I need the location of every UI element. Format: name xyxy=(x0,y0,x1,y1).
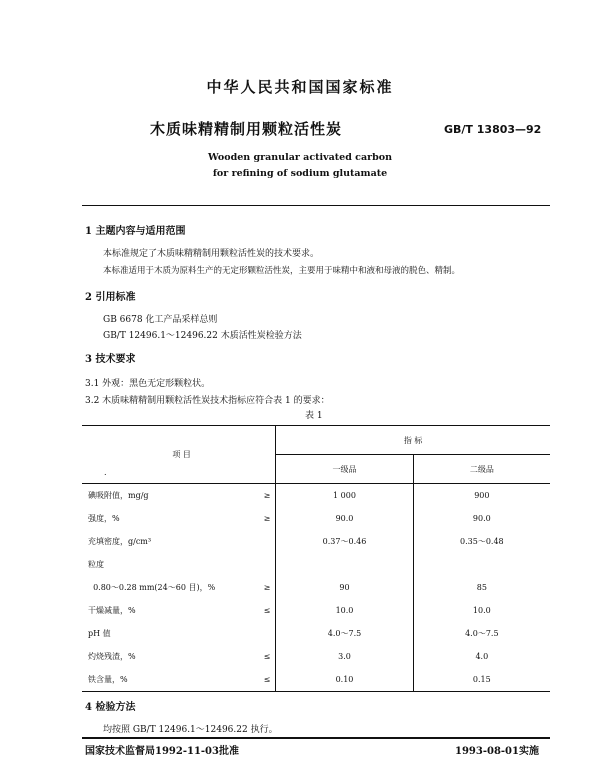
row-grade-1 xyxy=(276,553,413,576)
row-item: 铁含量，% xyxy=(82,668,259,692)
row-symbol: ≤ xyxy=(259,668,276,692)
row-symbol: ≥ xyxy=(263,583,271,592)
approval-statement: 国家技术监督局1992-11-03批准 xyxy=(85,746,239,757)
row-grade-1: 90 xyxy=(276,576,413,599)
english-title-line2: for refining of sodium glutamate xyxy=(212,168,388,179)
row-grade-2: 4.0～7.5 xyxy=(413,622,550,645)
table-row xyxy=(82,576,550,599)
row-symbol xyxy=(259,530,276,553)
header-index: 指 标 xyxy=(276,426,550,455)
row-symbol xyxy=(259,622,276,645)
table-row xyxy=(82,645,550,668)
row-item: 粒度 xyxy=(88,560,104,569)
row-grade-2: 10.0 xyxy=(413,599,550,622)
table-row xyxy=(82,553,550,576)
header-grade-2: 二级品 xyxy=(413,455,550,484)
section-4-heading: 4 检验方法 xyxy=(85,702,136,713)
section-3-item-2: 3.2 木质味精精制用颗粒活性炭技术指标应符合表 1 的要求： xyxy=(85,396,330,406)
table-row xyxy=(82,622,550,645)
table-row xyxy=(82,668,550,692)
row-item: 灼烧残渣，% xyxy=(88,652,136,661)
section-4-paragraph: 均按照 GB/T 12496.1～12496.22 执行。 xyxy=(103,725,278,735)
header-divider xyxy=(82,205,550,206)
header-item-label: 项 目 xyxy=(172,450,191,459)
table-row xyxy=(82,507,550,530)
row-symbol: ≥ xyxy=(263,514,271,523)
specification-table xyxy=(82,425,550,692)
row-grade-2: 85 xyxy=(413,576,550,599)
row-symbol: ≥ xyxy=(263,491,271,500)
footer-divider xyxy=(82,737,550,739)
implementation-date: 1993-08-01实施 xyxy=(455,746,539,757)
english-title-line1: Wooden granular activated carbon xyxy=(208,152,392,163)
header-dot: . xyxy=(104,468,107,477)
row-item: pH 值 xyxy=(88,629,111,638)
table-header-row xyxy=(82,426,550,455)
table-caption: 表 1 xyxy=(305,411,323,421)
row-symbol xyxy=(259,553,276,576)
row-symbol: ≤ xyxy=(263,606,271,615)
row-grade-2: 90.0 xyxy=(413,507,550,530)
reference-gbt12496: GB/T 12496.1～12496.22 木质活性炭检验方法 xyxy=(103,331,302,341)
section-3-heading: 3 技术要求 xyxy=(85,354,136,365)
table-row xyxy=(82,599,550,622)
row-grade-1: 10.0 xyxy=(276,599,413,622)
row-symbol: ≤ xyxy=(263,652,271,661)
row-item: 充填密度，g/cm³ xyxy=(88,537,152,546)
table-row xyxy=(82,530,550,553)
standard-name: 中华人民共和国国家标准 xyxy=(206,78,394,96)
row-item: 干燥减量，% xyxy=(88,606,136,615)
header-item xyxy=(82,426,276,484)
section-2-heading: 2 引用标准 xyxy=(85,292,136,303)
row-grade-1: 1 000 xyxy=(276,484,413,508)
row-grade-1: 4.0～7.5 xyxy=(276,622,413,645)
row-grade-2: 0.15 xyxy=(413,668,550,692)
row-grade-2: 4.0 xyxy=(413,645,550,668)
row-item: 碘吸附值，mg/g xyxy=(88,491,149,500)
row-grade-1: 0.37～0.46 xyxy=(276,530,413,553)
header-grade-1: 一级品 xyxy=(276,455,413,484)
section-1-paragraph-1: 本标准规定了木质味精精制用颗粒活性炭的技术要求。 xyxy=(103,249,320,259)
row-grade-2 xyxy=(413,553,550,576)
row-item: 0.80～0.28 mm(24～60 目)，% xyxy=(88,583,216,592)
section-1-heading: 1 主题内容与适用范围 xyxy=(85,226,186,237)
row-grade-1: 3.0 xyxy=(276,645,413,668)
section-3-item-1: 3.1 外观：黑色无定形颗粒状。 xyxy=(85,379,211,389)
row-grade-1: 0.10 xyxy=(276,668,413,692)
table-row xyxy=(82,484,550,508)
section-1-paragraph-2: 本标准适用于木质为原料生产的无定形颗粒活性炭，主要用于味精中和液和母液的脱色、精制。 xyxy=(103,266,461,276)
standard-number: GB/T 13803—92 xyxy=(444,123,542,136)
reference-gb6678: GB 6678 化工产品采样总则 xyxy=(103,315,218,325)
row-grade-2: 900 xyxy=(413,484,550,508)
row-item: 强度，% xyxy=(88,514,120,523)
row-grade-2: 0.35～0.48 xyxy=(413,530,550,553)
row-grade-1: 90.0 xyxy=(276,507,413,530)
document-title: 木质味精精制用颗粒活性炭 xyxy=(150,120,343,138)
